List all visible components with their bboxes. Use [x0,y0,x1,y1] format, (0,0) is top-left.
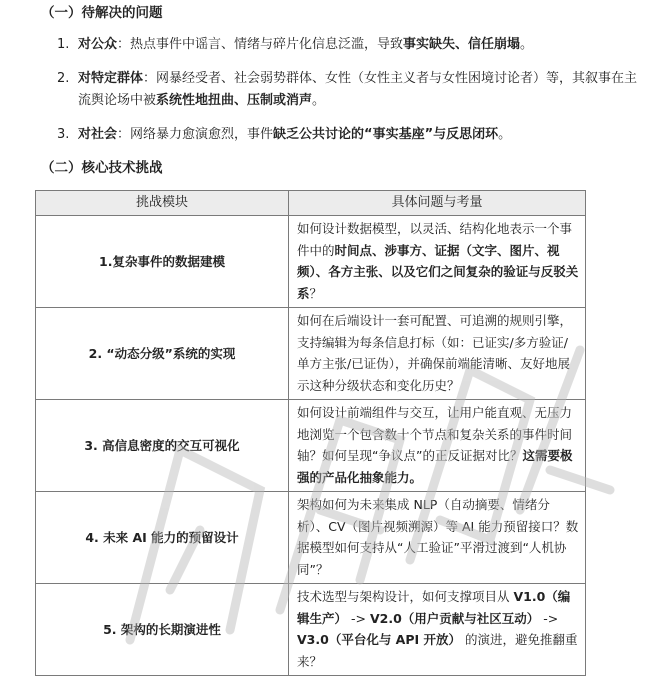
bold-text: 事实缺失、信任崩塌 [403,37,521,52]
bold-text: 系统性地扭曲、压制或消声 [156,93,313,108]
list-item [40,124,640,146]
text-run: ：热点事件中谣言、情绪与碎片化信息泛滥，导致 [117,37,404,52]
text-run: 。 [520,37,534,52]
list-text [78,124,640,146]
challenge-detail-cell [289,216,586,308]
challenge-module-cell: 1.复杂事件的数据建模 [36,216,289,308]
bold-text: V3.0（平台化与 API 开放） [297,632,462,647]
header-details: 具体问题与考量 [289,191,586,216]
list-text [78,34,640,56]
challenge-detail-cell [289,400,586,492]
text-run: 的演进，避免推翻重来？ [297,632,578,669]
table-row [36,584,586,676]
text-run: 技术选型与架构设计，如何支撑项目从 [297,589,514,604]
bold-text: 这需要极强的产品化抽象能力。 [297,448,573,485]
bold-text: 对特定群体 [78,71,144,86]
text-run: 如何设计前端组件与交互，让用户能直观、无压力地浏览一个包含数十个节点和复杂关系的事件时间轴？如何呈现“争议点”的正反证据对比？ [297,405,573,463]
challenge-module-cell: 4. 未来 AI 能力的预留设计 [36,492,289,584]
challenge-module-cell: 5. 架构的长期演进性 [36,584,289,676]
text-run: 架构如何为未来集成 NLP（自动摘要、情绪分析）、CV（图片视频溯源）等 AI 能力预留接口？数据模型如何支持从“人工验证”平滑过渡到“人机协同”？ [297,497,579,577]
challenge-detail-cell [289,584,586,676]
list-number: 3. [57,127,70,142]
header-module: 挑战模块 [36,191,289,216]
text-run: -> [539,610,559,626]
problem-list [40,34,640,158]
table-header-row [36,191,586,216]
list-text [78,68,640,112]
text-run: ？ [309,285,323,301]
challenge-table [35,190,586,676]
list-number: 1. [57,37,70,52]
text-run: -> [347,610,370,626]
table-row [36,492,586,584]
list-item [40,34,640,56]
bold-text: 缺乏公共讨论的“事实基座”与反思闭环 [273,127,499,142]
section-heading-problems: （一）待解决的问题 [41,5,163,21]
list-number: 2. [57,71,70,86]
table-row [36,308,586,400]
text-run: ：网暴经受者、社会弱势群体、女性（女性主义者与女性困境讨论者）等，其叙事在主流舆论场中被 [78,71,638,108]
bold-text: 对社会 [78,127,118,142]
bold-text: 对公众 [78,37,118,52]
table-row [36,216,586,308]
text-run: 。 [498,127,512,142]
text-run: 如何设计数据模型，以灵活、结构化地表示一个事件中的 [297,221,573,258]
challenge-detail-cell [289,308,586,400]
list-item [40,68,640,112]
section-heading-challenges: （二）核心技术挑战 [41,160,163,176]
bold-text: V1.0（编辑生产） [297,589,571,626]
text-run: 如何在后端设计一套可配置、可追溯的规则引擎，支持编辑为每条信息打标（如：已证实/多方验证/单方主张/已证伪），并确保前端能清晰、友好地展示这种分级状态和变化历史？ [297,313,573,393]
bold-text: V2.0（用户贡献与社区互动） [369,610,540,626]
table-row [36,400,586,492]
text-run: ：网络暴力愈演愈烈，事件 [117,127,274,142]
bold-text: 时间点、涉事方、证据（文字、图片、视频）、各方主张、以及它们之间复杂的验证与反驳关系 [297,242,579,301]
challenge-module-cell: 3. 高信息密度的交互可视化 [36,400,289,492]
challenge-module-cell: 2. “动态分级”系统的实现 [36,308,289,400]
challenge-detail-cell [289,492,586,584]
text-run: 。 [312,93,326,108]
